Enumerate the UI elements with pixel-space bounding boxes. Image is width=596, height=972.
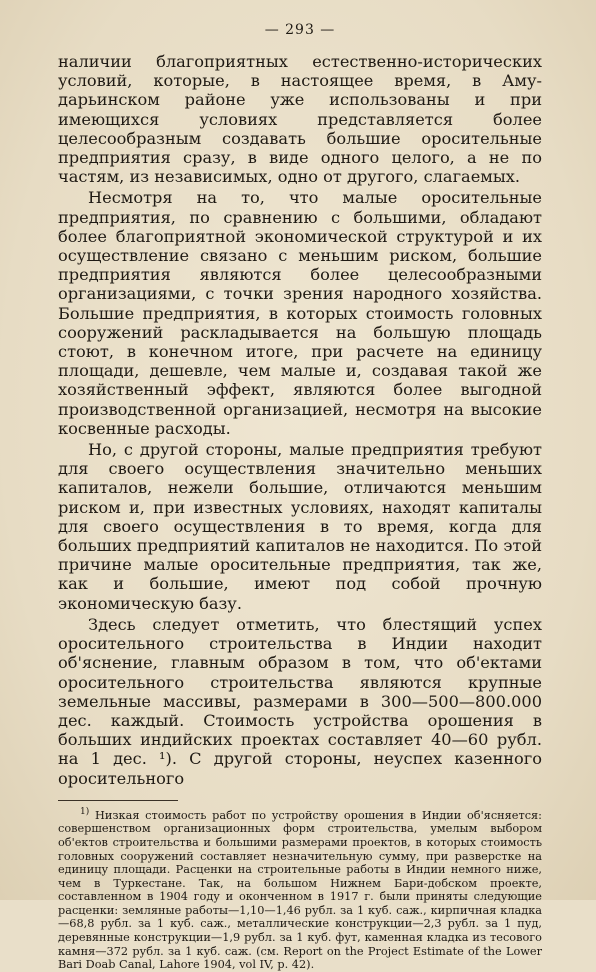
page-number: — 293 — <box>264 22 336 38</box>
paragraph-1: наличии благоприятных естественно-исторических условий, которые, в настоящее время, в Аму-дарьинском районе уже использованы и при имеющихся условиях представляется более целесообразным создавать большие оросительные предприятия сразу, в виде одного целого, а не по частям, из независимых, одно от другого, слагаемых. <box>58 52 542 187</box>
paragraph-2: Несмотря на то, что малые оросительные предприятия, по сравнению с большими, обладают более благоприятной экономической структурой и их осуществление связано с меньшим риском, большие предприятия являются более целесообразными организациями, с точки зрения народного хозяйства. Большие предприятия, в которых стоимость головных сооружений раскладывается на большую площадь стоют, в конечном итоге, при расчете на единицу площади, дешевле, чем малые и, создавая такой же хозяйственный эффект, являются более выгодной производственной организацией, несмотря на высокие косвенные расходы. <box>58 188 542 438</box>
main-text <box>58 52 542 788</box>
footnote <box>58 806 542 972</box>
paragraph-4-text: Здесь следует отметить, что блестящий успех оросительного строительства в Индии находит об'яснение, главным образом в том, что об'ектами оросительного строительства являются крупные земельные массивы, размерами в 300—500—800.000 дес. каждый. Стоимость устройства орошения в больших индийских проектах составляет 40—60 рубл. на 1 дес. <box>58 614 542 769</box>
paragraph-4-tail: С другой стороны, неуспех казенного оросительного <box>58 749 542 788</box>
paragraph-4: Здесь следует отметить, что блестящий успех оросительного строительства в Индии находит об'яснение, главным образом в том, что об'ектами оросительного строительства являются крупные земельные массивы, размерами в 300—500—800.000 дес. каждый. Стоимость устройства орошения в больших индийских проектах составляет 40—60 рубл. на 1 дес. ¹). С другой стороны, неуспех казенного оросительного <box>58 614 542 788</box>
paragraph-3: Но, с другой стороны, малые предприятия требуют для своего осуществления значительно меньших капиталов, нежели большие, отличаются меньшим риском и, при известных условиях, находят капиталы для своего осуществления в то время, когда для больших предприятий капиталов не находится. По этой причине малые оросительные предприятия, так же, как и большие, имеют под собой прочную экономическую базу. <box>58 440 542 613</box>
footnote-body: Низкая стоимость работ по устройству орошения в Индии об'ясняется: совершенством организационных форм строительства, умелым выбором об'ектов строительства и большими размерами проектов, в которых стоимость головных сооружений составляет незначительную сумму, при разверстке на единицу площади. Расценки на строительные работы в Индии немного ниже, чем в Туркестане. Так, на большом Нижнем Бари-добском проекте, составленном в 1904 году и оконченном в 1917 г. были приняты следующие расценки: земляные работы—1,10—1,46 рубл. за 1 куб. саж., кирпичная кладка—68,8 рубл. за 1 куб. саж., металлические конструкции—2,3 рубл. за 1 пуд, деревянные конструкции—1,9 рубл. за 1 куб. фут, каменная кладка из тесового камня—372 рубл. за 1 куб. саж. (см. Report on the Project Estimate of the Lower Bari Doab Canal, Lahore 1904, vol IV, p. 42). <box>58 808 542 972</box>
footnote-reference: ¹) <box>159 749 172 769</box>
footnote-text <box>58 806 542 972</box>
footnote-separator <box>58 800 178 801</box>
footnote-marker: 1) <box>80 806 90 817</box>
